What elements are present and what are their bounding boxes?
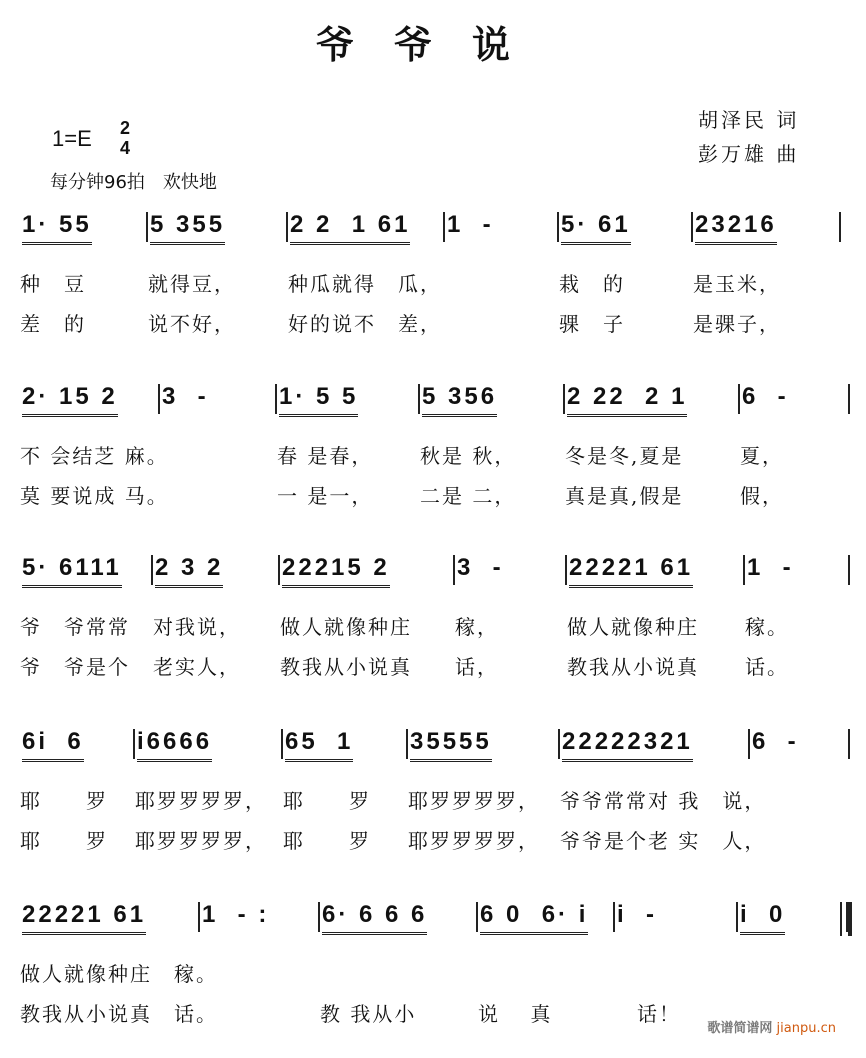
time-signature: [120, 118, 130, 158]
measure: [615, 900, 738, 1026]
watermark: [707, 1017, 836, 1036]
lyric-verse-1: 做人就像种庄: [280, 615, 412, 639]
measure: [745, 553, 850, 679]
composer: 彭万雄 曲: [698, 142, 800, 166]
watermark-url: jianpu.cn: [776, 1021, 836, 1036]
lyric-verse-1: 稼，: [455, 615, 499, 639]
note-group: 22221 61: [569, 553, 693, 588]
lyric-verse-2: 说 真: [478, 1002, 553, 1026]
measure: [559, 210, 693, 336]
music-system: [20, 900, 850, 1026]
lyric-verse-1: 稼。: [745, 615, 789, 639]
lyric-verse-2: 教我从小说真: [280, 655, 412, 679]
music-system: [20, 553, 850, 679]
note-group: i 0: [740, 900, 785, 935]
measure: [288, 210, 445, 336]
measure: [455, 553, 567, 679]
note-group: 22222321: [562, 727, 693, 762]
barline: [839, 212, 841, 242]
barline: [848, 384, 850, 414]
measure: [20, 900, 218, 1026]
note-group: 6· 6 6 6: [322, 900, 427, 935]
lyric-verse-1: 爷 爷常常: [20, 615, 130, 639]
measure: [740, 382, 850, 508]
time-top: 2: [120, 118, 131, 138]
lyric-verse-1: 就得豆，: [148, 272, 236, 296]
note-group: 65 1: [285, 727, 353, 762]
key-signature: 1=E: [52, 126, 92, 151]
lyric-verse-2: 二是 二，: [420, 484, 517, 508]
note-group: 5· 61: [561, 210, 631, 245]
measure: [320, 900, 478, 1026]
measure: [408, 727, 560, 853]
lyric-verse-2: 是骒子，: [693, 312, 781, 336]
music-system: [20, 382, 850, 508]
barline: [848, 729, 850, 759]
lyric-verse-1: 春 是春，: [277, 444, 374, 468]
lyric-verse-2: 莫 要说成 马。: [20, 484, 169, 508]
lyricist: 胡泽民 词: [698, 108, 800, 132]
note-group: 1· 5 5: [279, 382, 358, 417]
measure: [445, 210, 559, 320]
note-group: 22221 61: [22, 900, 146, 935]
measure: [200, 900, 320, 1010]
watermark-cn: 歌谱简谱网: [707, 1021, 773, 1036]
lyric-verse-1: 耶罗罗罗罗，: [135, 789, 267, 813]
note-group: 5· 6111: [22, 553, 122, 588]
note-group: 6 0 6· i: [480, 900, 588, 935]
lyric-verse-2: 教我从小说真 话。: [20, 1002, 218, 1026]
lyric-verse-2: 爷 爷是个: [20, 655, 130, 679]
measure: [565, 382, 740, 508]
note-group: 23216: [695, 210, 777, 245]
lyric-verse-1: 栽 的: [559, 272, 625, 296]
note-group: 2 3 2: [155, 553, 223, 588]
lyric-verse-1: 爷爷常常对 我 说，: [560, 789, 767, 813]
lyric-verse-1: 夏，: [740, 444, 784, 468]
measure: [20, 382, 169, 508]
lyric-verse-1: 冬是冬,夏是: [565, 444, 684, 468]
note-group: 2 2 1 61: [290, 210, 410, 245]
lyric-verse-2: 差 的: [20, 312, 86, 336]
measure: [135, 727, 283, 853]
lyric-verse-2: 老实人，: [153, 655, 241, 679]
lyric-verse-2: 好的说不 差，: [288, 312, 442, 336]
note-group: 2· 15 2: [22, 382, 118, 417]
note-group: 2 22 2 1: [567, 382, 687, 417]
measure: [277, 382, 420, 508]
lyric-verse-2: 话，: [455, 655, 499, 679]
lyric-verse-1: 种 豆: [20, 272, 86, 296]
lyric-verse-2: 说不好，: [148, 312, 236, 336]
measure: [20, 553, 153, 679]
lyric-verse-2: 耶 罗: [283, 829, 371, 853]
note-group: 1 - :: [202, 901, 270, 928]
measure: [693, 210, 841, 336]
lyric-verse-1: 耶 罗: [283, 789, 371, 813]
note-group: 6i 6: [22, 727, 84, 762]
measure: [567, 553, 745, 679]
lyric-verse-2: 话！: [615, 1002, 681, 1026]
measure: [153, 553, 280, 679]
lyric-verse-1: 做人就像种庄 稼。: [20, 962, 218, 986]
lyric-verse-2: 教 我从小: [320, 1002, 417, 1026]
note-group: 1 -: [447, 211, 494, 238]
tempo-marking: 每分钟96拍 欢快地: [50, 172, 217, 193]
measure: [750, 727, 850, 837]
note-group: 5 355: [150, 210, 225, 245]
barline: [848, 555, 850, 585]
lyric-verse-2: 耶罗罗罗罗，: [408, 829, 540, 853]
lyric-verse-2: 真是真,假是: [565, 484, 684, 508]
note-group: 6 -: [742, 383, 789, 410]
note-group: 1· 55: [22, 210, 92, 245]
measure: [280, 553, 455, 679]
lyric-verse-2: 教我从小说真: [567, 655, 699, 679]
lyric-verse-2: 骒 子: [559, 312, 625, 336]
lyric-verse-1: 不 会结芝 麻。: [20, 444, 169, 468]
time-bottom: 4: [120, 138, 131, 158]
lyric-verse-2: 话。: [745, 655, 789, 679]
measure: [283, 727, 408, 853]
note-group: 3 -: [457, 554, 504, 581]
note-group: 35555: [410, 727, 492, 762]
measure: [20, 210, 148, 336]
note-group: 1 -: [747, 554, 794, 581]
note-group: 22215 2: [282, 553, 390, 588]
song-title: 爷爷说: [315, 23, 550, 67]
lyric-verse-1: 秋是 秋，: [420, 444, 517, 468]
lyric-verse-1: 是玉米，: [693, 272, 781, 296]
measure: [20, 727, 135, 853]
lyric-verse-2: 耶罗罗罗罗，: [135, 829, 267, 853]
lyric-verse-1: 种瓜就得 瓜，: [288, 272, 442, 296]
lyric-verse-1: 耶 罗: [20, 789, 108, 813]
lyric-verse-1: 对我说，: [153, 615, 241, 639]
note-group: i6666: [137, 727, 212, 762]
measure: [160, 382, 277, 492]
measure: [420, 382, 565, 508]
music-system: [20, 727, 850, 853]
lyric-verse-2: 一 是一，: [277, 484, 374, 508]
lyric-verse-2: 耶 罗: [20, 829, 108, 853]
measure: [148, 210, 288, 336]
lyric-verse-1: 耶罗罗罗罗，: [408, 789, 540, 813]
lyric-verse-2: 假，: [740, 484, 784, 508]
lyric-verse-1: 做人就像种庄: [567, 615, 699, 639]
note-group: 5 356: [422, 382, 497, 417]
measure: [738, 900, 848, 1010]
final-barline: [840, 902, 852, 936]
measure: [478, 900, 615, 1026]
lyric-verse-2: 爷爷是个老 实 人，: [560, 829, 767, 853]
note-group: i -: [617, 901, 657, 928]
measure: [560, 727, 767, 853]
note-group: 6 -: [752, 728, 799, 755]
music-system: [20, 210, 850, 336]
note-group: 3 -: [162, 383, 209, 410]
